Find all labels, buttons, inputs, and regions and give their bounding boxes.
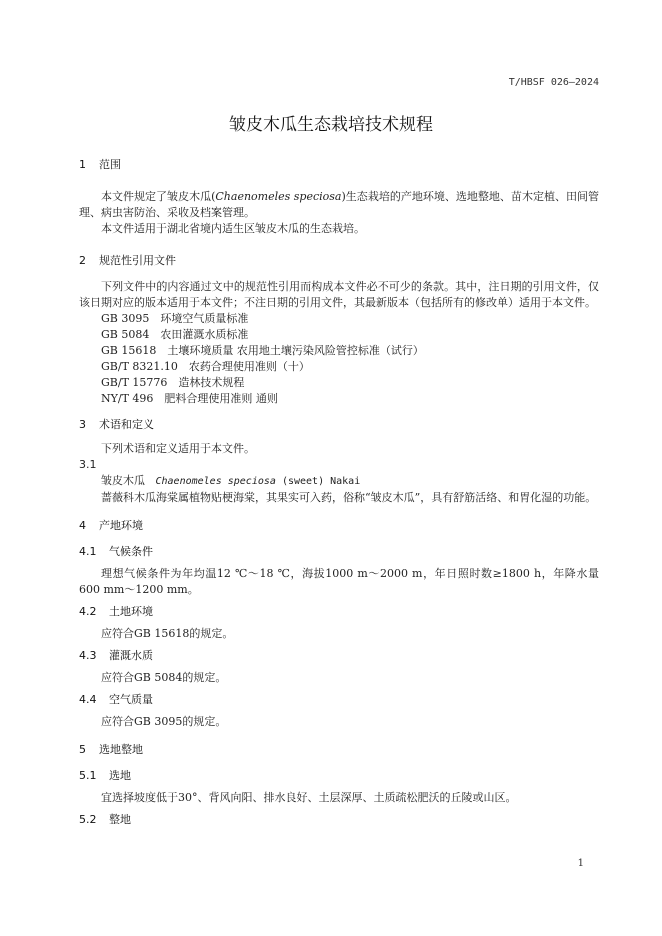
page-number: 1: [577, 858, 584, 869]
scope-paragraph: 本文件规定了皱皮木瓜(Chaenomeles speciosa)生态栽培的产地环境、选地整地、苗木定植、田间管理、病虫害防治、采收及档案管理。: [79, 190, 600, 219]
reference-item: GB/T 15776 造林技术规程: [101, 376, 245, 389]
irrigation-text: 应符合GB 5084的规定。: [101, 671, 227, 684]
scope-applicability: 本文件适用于湖北省境内适生区皱皮木瓜的生态栽培。: [101, 222, 365, 235]
normative-intro: 下列文件中的内容通过文中的规范性引用而构成本文件必不可少的条款。其中，注日期的引用文件，仅该日期对应的版本适用于本文件；不注日期的引用文件，其最新版本（包括所有的修改单）适用于本文件。: [79, 280, 599, 309]
section-title: 产地环境: [99, 519, 143, 532]
section-1-heading: [79, 157, 599, 173]
section-2-heading: [79, 253, 599, 269]
section-number: 4: [79, 519, 86, 532]
section-3-heading: [79, 417, 599, 433]
site-selection-text: 宜选择坡度低于30°、背风向阳、排水良好、土层深厚、土质疏松肥沃的丘陵或山区。: [101, 791, 517, 804]
reference-item: GB 15618 土壤环境质量 农用地土壤污染风险管控标准（试行）: [101, 344, 424, 357]
latin-name: Chaenomeles speciosa: [215, 190, 342, 203]
document-title: 皱皮木瓜生态栽培技术规程: [229, 115, 433, 135]
section-title: 规范性引用文件: [99, 254, 176, 267]
reference-item: GB 3095 环境空气质量标准: [101, 312, 249, 325]
reference-item: NY/T 496 肥料合理使用准则 通则: [101, 392, 278, 405]
subsection-5-1-heading: 5.1 选地: [79, 769, 131, 782]
term-entry: [79, 473, 599, 490]
subsection-4-4-heading: 4.4 空气质量: [79, 693, 153, 706]
land-text: 应符合GB 15618的规定。: [101, 627, 234, 640]
term-number: 3.1: [79, 458, 97, 471]
term-definition: 蔷薇科木瓜海棠属植物贴梗海棠，其果实可入药，俗称“皱皮木瓜”，具有舒筋活络、和胃化湿的功能。: [101, 491, 597, 504]
section-title: 选地整地: [99, 743, 143, 756]
term-latin: Chaenomeles speciosa: [155, 476, 276, 487]
subsection-5-2-heading: 5.2 整地: [79, 813, 131, 826]
subsection-4-2-heading: 4.2 土地环境: [79, 605, 153, 618]
section-5-heading: [79, 742, 599, 758]
section-4-heading: [79, 518, 599, 534]
section-number: 2: [79, 254, 86, 267]
section-title: 术语和定义: [99, 418, 154, 431]
section-number: 3: [79, 418, 86, 431]
document-body: [79, 157, 599, 828]
section-number: 5: [79, 743, 86, 756]
terms-intro: 下列术语和定义适用于本文件。: [101, 442, 255, 455]
reference-item: GB/T 8321.10 农药合理使用准则（十）: [101, 360, 310, 373]
section-number: 1: [79, 158, 86, 171]
climate-text: 理想气候条件为年均温12 ℃～18 ℃，海拔1000 m～2000 m，年日照时数≥1800 h，年降水量600 mm～1200 mm。: [79, 567, 599, 596]
reference-item: GB 5084 农田灌溉水质标准: [101, 328, 249, 341]
subsection-4-3-heading: 4.3 灌溉水质: [79, 649, 153, 662]
standard-code: T/HBSF 026—2024: [508, 77, 599, 88]
air-text: 应符合GB 3095的规定。: [101, 715, 227, 728]
term-author: (sweet) Nakai: [281, 476, 361, 487]
term-chinese: 皱皮木瓜: [101, 474, 145, 487]
subsection-4-1-heading: 4.1 气候条件: [79, 545, 153, 558]
section-title: 范围: [99, 158, 121, 171]
